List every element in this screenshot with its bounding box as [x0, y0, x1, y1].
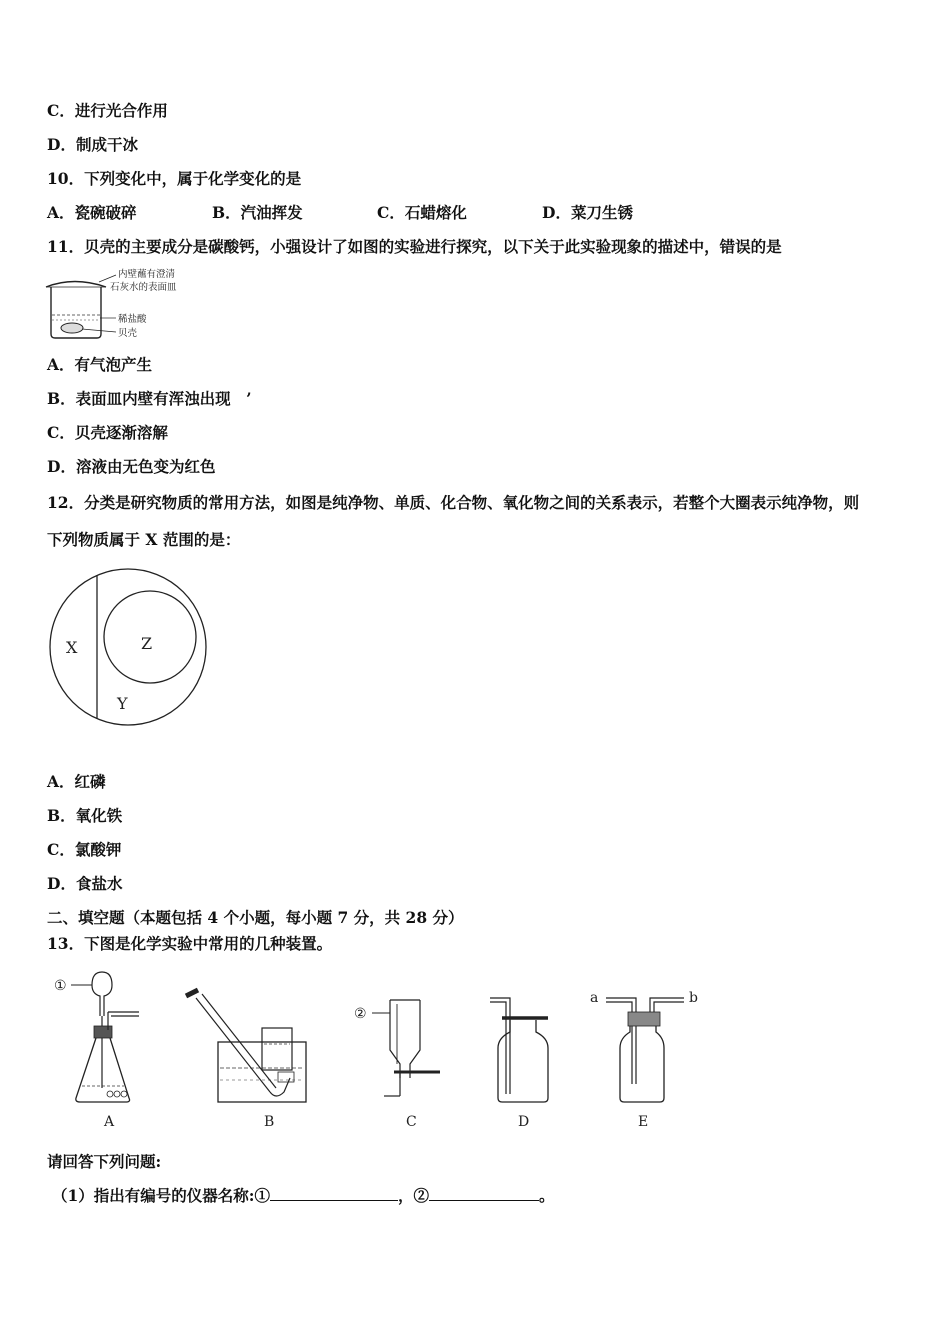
- answer-blank-2[interactable]: [429, 1186, 539, 1201]
- q13-sub1-end: 。: [539, 1186, 555, 1205]
- answer-blank-1[interactable]: [270, 1186, 398, 1201]
- label-port-b: b: [689, 990, 698, 1006]
- q10-stem: 10．下列变化中，属于化学变化的是: [47, 169, 302, 188]
- q10-option-b: B．汽油挥发: [212, 203, 303, 222]
- shell: [61, 323, 83, 333]
- q12-stem-line1: 12．分类是研究物质的常用方法，如图是纯净物、单质、化合物、氧化物之间的关系表示，若整个大圈表示纯净物，则: [47, 493, 860, 512]
- apparatus-e: [590, 990, 698, 1130]
- q12-figure-classification-circles: [44, 565, 214, 730]
- q13-sub1-prefix: （1）指出有编号的仪器名称:①: [52, 1186, 271, 1205]
- label-e: E: [638, 1114, 649, 1130]
- apparatus-a: [54, 972, 139, 1130]
- q9-option-c: C．进行光合作用: [47, 101, 168, 120]
- q13-sub1: [52, 1186, 555, 1206]
- q13-sub1-mid: ，②: [398, 1186, 430, 1205]
- label-watch-glass-2: 石灰水的表面皿: [110, 282, 177, 293]
- section-heading: 二、填空题（本题包括 4 个小题，每小题 7 分，共 28 分）: [47, 908, 464, 927]
- q11-stem: 11．贝壳的主要成分是碳酸钙，小强设计了如图的实验进行探究，以下关于此实验现象的描述中，错误的是: [47, 237, 782, 256]
- mark-1: ①: [54, 978, 67, 994]
- label-watch-glass-1: 内壁蘸有澄清: [118, 269, 176, 280]
- q12-stem-line2: 下列物质属于 X 范围的是：: [47, 530, 241, 549]
- mark-2: ②: [354, 1006, 367, 1022]
- q13-stem: 13．下图是化学实验中常用的几种装置。: [47, 934, 333, 953]
- q11-option-d: D．溶液由无色变为红色: [47, 457, 216, 476]
- watch-glass: [46, 282, 106, 288]
- q9-option-d: D．制成干冰: [47, 135, 138, 154]
- q10-option-c: C．石蜡熔化: [377, 203, 467, 222]
- q12-option-d: D．食盐水: [47, 874, 123, 893]
- label-z: Z: [141, 634, 153, 653]
- label-d: D: [518, 1114, 530, 1130]
- q11-figure-shell-experiment: [44, 262, 204, 342]
- q12-option-a: A．红磷: [47, 772, 106, 791]
- q11-option-b: B．表面皿内壁有浑浊出现 ’: [47, 389, 252, 408]
- label-c: C: [406, 1114, 417, 1130]
- label-b: B: [264, 1114, 275, 1130]
- apparatus-d: [490, 998, 548, 1130]
- label-a: A: [104, 1114, 115, 1130]
- q13-figure-apparatus: [44, 968, 714, 1138]
- q10-option-a: A．瓷碗破碎: [47, 203, 137, 222]
- label-x: X: [66, 638, 78, 657]
- label-shell: 贝壳: [118, 328, 138, 339]
- q12-option-c: C．氯酸钾: [47, 840, 122, 859]
- label-port-a: a: [590, 990, 599, 1006]
- label-y: Y: [117, 694, 128, 713]
- q11-option-a: A．有气泡产生: [47, 355, 153, 374]
- q13-prompt: 请回答下列问题:: [47, 1152, 162, 1171]
- apparatus-b: [186, 990, 306, 1130]
- q10-option-d: D．菜刀生锈: [542, 203, 633, 222]
- apparatus-c: [354, 1000, 440, 1130]
- q12-option-b: B．氧化铁: [47, 806, 123, 825]
- q11-option-c: C．贝壳逐渐溶解: [47, 423, 168, 442]
- label-acid: 稀盐酸: [118, 314, 147, 325]
